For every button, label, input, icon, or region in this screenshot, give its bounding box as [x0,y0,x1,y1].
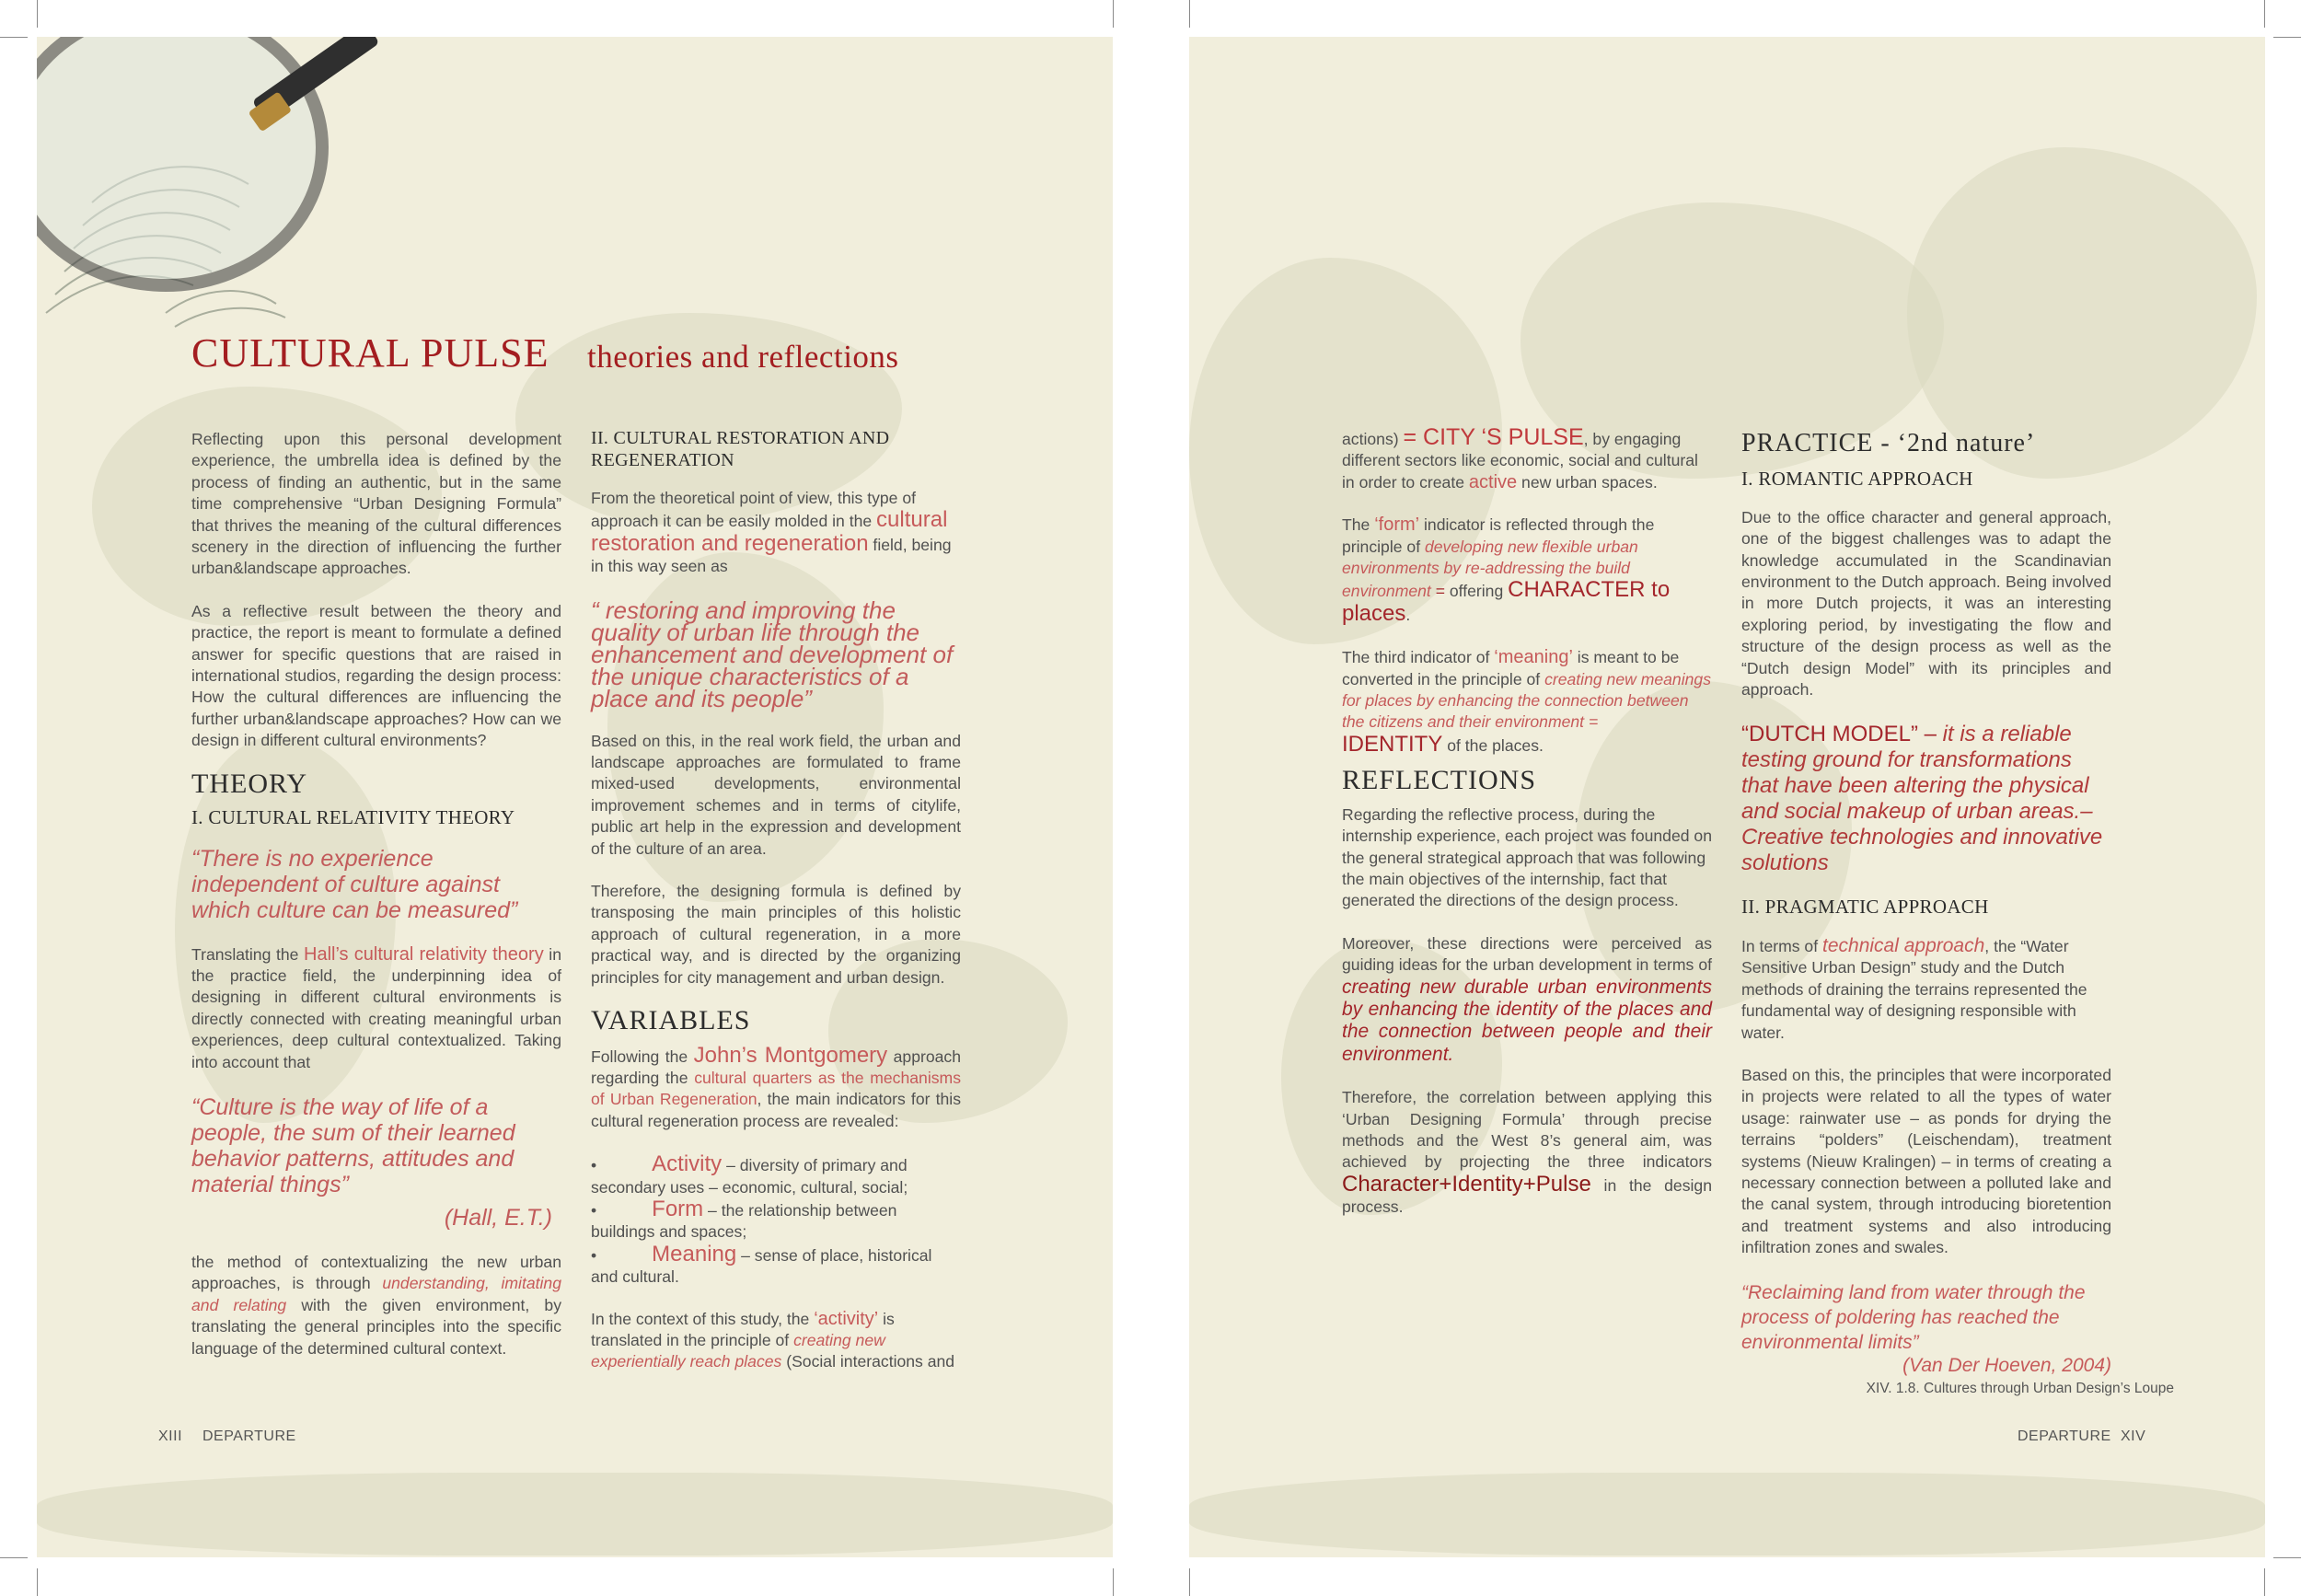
highlight: CHARACTER to places [1342,577,1671,626]
theory-subheading: I. CULTURAL RELATIVITY THEORY [191,806,515,829]
paragraph: Due to the office character and general approach, one of the biggest challenges was to adapt the knowledge accumulated in the Scandinavian environment to the Dutch approach. Being involved in more Dutch projects, it was an interesting exploring period, by investigating the flow and structure of the design process as well as the “Dutch design Model” with its principles and approach. [1741,507,2111,700]
romantic-subheading: I. ROMANTIC APPROACH [1741,468,1973,491]
paragraph: Regarding the reflective process, during the internship experience, each project was founded on the general strategical approach that was following the main objectives of the internship, fact that generated the directions of the design process. [1342,804,1712,910]
paragraph: Translating the Hall’s cultural relativity theory in the practice field, the underpinning idea of designing in different cultural environments is directly connected with creating meaningful urban experiences, deep cultural contextualized. Taking into account that [191,943,561,1071]
magnifier-fingerprint-illustration [37,37,423,331]
list-item: • Activity – diversity of primary and secondary uses – economic, cultural, social; [591,1151,908,1197]
highlight: active [1468,471,1518,492]
variables-heading: VARIABLES [591,1005,751,1036]
highlight: creating new experientially reach places [591,1330,885,1371]
right-page [1189,37,2265,1557]
quote: “ restoring and improving the quality of urban life through the enhancement and development of the unique characteristics of a place and its people” [591,596,954,712]
list-item: • Form – the relationship between buildings and spaces; [591,1196,897,1242]
crop-mark [1113,1568,1114,1596]
crop-mark [2264,1568,2265,1596]
page-number: XIII [158,1428,183,1444]
highlight: creating new durable urban environments by enhancing the identity of the places and the connection between people and their environment. [1342,976,1712,1065]
paragraph: Reflecting upon this personal development experience, the umbrella idea is defined by the process of finding an authentic, but in the same time comprehensive “Urban Designing Formula” that thrives the meaning of the cultural differences scenery in the direction of influencing the further urban&landscape approaches. [191,430,561,578]
page-title: CULTURAL PULSE [191,330,549,376]
highlight: understanding, imitating and relating [191,1274,561,1314]
right-column-2 [1741,427,2111,1397]
paragraph: From the theoretical point of view, this type of approach it can be easily molded in the cultural restoration and regeneration field, being in this way seen as [591,489,952,576]
left-column-2 [591,427,961,1394]
paragraph: Following the John’s Montgomery approach regarding the cultural quarters as the mechanisms of Urban Regeneration, the main indicators for this cultural regeneration process are revealed: [591,1042,961,1130]
left-column-1 [191,429,561,1381]
highlight: creating new meanings for places by enhancing the connection between the citizens and their environment = [1342,669,1711,732]
figure-caption: XIV. 1.8. Cultures through Urban Design’s Loupe [1866,1381,2174,1396]
paragraph: Therefore, the designing formula is defined by transposing the main principles of this holistic approach of cultural regeneration, in a more practical way, and is directed by the organizing principles for city management and urban design. [591,882,961,987]
page-subtitle: theories and reflections [587,339,899,375]
highlight: IDENTITY [1342,731,1443,757]
crop-mark [37,1568,38,1596]
crop-mark [0,37,28,38]
map-shape [37,1473,1113,1556]
highlight: ‘activity’ [814,1308,879,1329]
highlight: ‘meaning’ [1494,647,1573,668]
highlight: John’s Montgomery [693,1042,888,1068]
crop-mark [1113,0,1114,28]
highlight: developing new flexible urban environments by re-addressing the build environment [1342,537,1638,601]
quote-source: (Van Der Hoeven, 2004) [1902,1354,2111,1376]
highlight: = CITY ‘S PULSE [1403,424,1584,450]
footer-label: DEPARTURE [202,1428,296,1444]
practice-heading: PRACTICE - ‘2nd nature’ [1741,429,2036,457]
highlight: cultural restoration and regeneration [591,507,948,556]
highlight: Character+Identity+Pulse [1342,1171,1591,1197]
highlight: Hall’s cultural relativity theory [304,943,544,965]
quote-source: (Hall, E.T.) [444,1204,552,1231]
paragraph: The ‘form’ indicator is reflected through the principle of developing new flexible urban environments by re-addressing the build environment = offering CHARACTER to places. [1342,515,1671,626]
list-item: • Meaning – sense of place, historical and cultural. [591,1241,932,1287]
regeneration-heading: II. CULTURAL RESTORATION AND REGENERATION [591,428,890,470]
pragmatic-subheading: II. PRAGMATIC APPROACH [1741,896,1989,919]
reflections-heading: REFLECTIONS [1342,765,1537,796]
paragraph: Moreover, these directions were perceived as guiding ideas for the urban development in terms of creating new durable urban environments by enhancing the identity of the places and the connection between people and their environment. [1342,933,1712,1065]
crop-mark [37,0,38,28]
paragraph: In terms of technical approach, the “Water Sensitive Urban Design” study and the Dutch methods of draining the terrains represented the fundamental way of designing responsible with water. [1741,934,2087,1042]
highlight: ‘form’ [1374,515,1420,536]
quote: “Culture is the way of life of a people, the sum of their learned behavior patterns, attitudes and material things” [191,1093,515,1197]
footer-label: DEPARTURE [2018,1428,2111,1444]
highlight: technical approach [1822,934,1985,956]
crop-mark [2273,1557,2301,1558]
quote: “Reclaiming land from water through the process of poldering has reached the environmental limits” [1741,1281,2086,1353]
paragraph: actions) = CITY ‘S PULSE, by engaging different sectors like economic, social and cultural in order to create active new urban spaces. [1342,424,1698,492]
paragraph: the method of contextualizing the new urban approaches, is through understanding, imitating and relating with the given environment, by translating the general principles into the specific language of the determined cultural context. [191,1252,561,1358]
crop-mark [2273,37,2301,38]
theory-heading: THEORY [191,768,307,799]
crop-mark [1189,0,1190,28]
crop-mark [2264,0,2265,28]
paragraph: The third indicator of ‘meaning’ is meant to be converted in the principle of creating new meanings for places by enhancing the connection between the citizens and their environment = IDENTITY of the places. [1342,647,1711,757]
crop-mark [1189,1568,1190,1596]
page-number: XIV [2121,1428,2146,1444]
right-column-1 [1342,424,1712,1240]
paragraph: As a reflective result between the theory and practice, the report is meant to formulate a defined answer for specific questions that are raised in international studios, regarding the design process: How the cultural differences are influencing the further urban&landscape approaches? How can we design in different cultural environments? [191,601,561,750]
crop-mark [0,1557,28,1558]
highlight: cultural quarters as the mechanisms of Urban Regeneration [591,1068,961,1109]
indicator-list [591,1153,961,1288]
map-shape [1189,1473,2265,1556]
paragraph: Therefore, the correlation between applying this ‘Urban Designing Formula’ through precise methods and the West 8’s general aim, was achieved by projecting the three indicators Character+Identity+Pulse in the design process. [1342,1088,1712,1217]
quote: “There is no experience independent of culture against which culture can be measured” [191,845,518,923]
left-page [37,37,1113,1557]
paragraph: Based on this, the principles that were incorporated in projects were related to all the types of water usage: rainwater use – as ponds for drying the terrains “polders” (Leischendam), treatment systems (Nieuw Kralingen) – in terms of creating a necessary connection between a polluted lake and the canal system, through introducing bioretention and treatment systems and also introducing infiltration zones and swales. [1741,1065,2111,1257]
paragraph: In the context of this study, the ‘activity’ is translated in the principle of creating new experientially reach places (Social interactions and [591,1308,955,1371]
paragraph: Based on this, in the real work field, the urban and landscape approaches are formulated to frame mixed-used developments, environmental improvement schemes and in terms of citylife, public art help in the expression and development of the culture of an area. [591,731,961,858]
dutch-model-quote: “DUTCH MODEL” – it is a reliable testing ground for transformations that have been altering the physical and social makeup of urban areas.– Creative technologies and innovative solutions [1741,722,2103,876]
